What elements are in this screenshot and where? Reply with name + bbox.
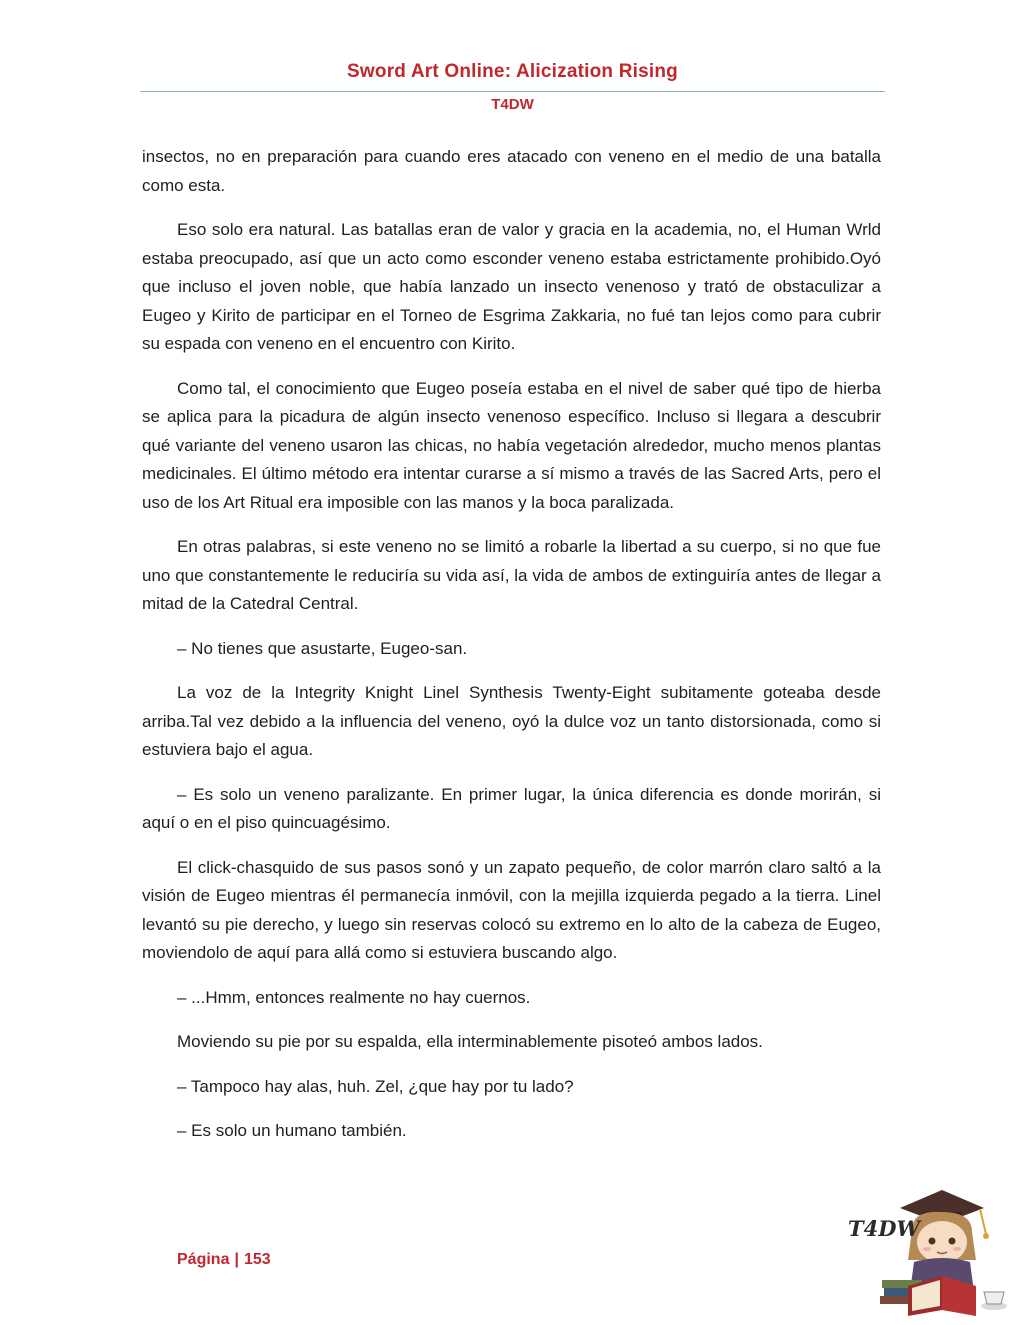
dialogue-line: – Es solo un humano también.	[177, 1121, 407, 1140]
page-label: Página	[177, 1251, 230, 1268]
paragraph: El click-chasquido de sus pasos sonó y un zapato pequeño, de color marrón claro saltó a la visión de Eugeo mientras él permanecía inmóvil, con la mejilla izquierda pegado a la tierra. Linel levantó su pie derecho, y luego sin reservas colocó su extremo en lo alto de la cabeza de Eugeo, moviendolo de aquí para allá como si estuviera buscando algo.	[142, 857, 881, 962]
page-footer	[177, 1248, 271, 1272]
header-divider	[140, 91, 885, 92]
dialogue-line: – Tampoco hay alas, huh. Zel, ¿que hay por tu lado?	[177, 1076, 574, 1096]
page-separator: |	[234, 1251, 239, 1268]
book-title: Sword Art Online: Alicization Rising	[347, 61, 678, 82]
translator-tag: T4DW	[491, 96, 534, 113]
mascot-logo-text: T4DW	[848, 1216, 921, 1241]
paragraph: Eso solo era natural. Las batallas eran de valor y gracia en la academia, no, el Human Wrld estaba preocupado, así que un acto como esconder veneno estaba estrictamente prohibido.Oyó que incluso el joven noble, que había lanzado un insecto venenoso y trató de obstaculizar a Eugeo y Kirito de participar en el Torneo de Esgrima Zakkaria, no fué tan lejos como para cubrir su espada con veneno en el encuentro con Kirito.	[142, 220, 881, 353]
page-body	[142, 143, 881, 1162]
dialogue-line: – Es solo un veneno paralizante. En primer lugar, la única diferencia es donde morirán, si aquí o en el piso quincuagésimo.	[142, 784, 881, 832]
dialogue-line: – No tienes que asustarte, Eugeo-san.	[177, 638, 468, 658]
paragraph: En otras palabras, si este veneno no se limitó a robarle la libertad a su cuerpo, si no que fue uno que constantemente le reduciría su vida así, la vida de ambos de extinguiría antes de llegar a mitad de la Catedral Central.	[142, 537, 881, 613]
paragraph: Moviendo su pie por su espalda, ella interminablemente pisoteó ambos lados.	[177, 1032, 763, 1051]
paragraph: Como tal, el conocimiento que Eugeo poseía estaba en el nivel de saber qué tipo de hierba se aplica para la picadura de algún insecto venenoso específico. Incluso si llegara a descubrir qué variante del veneno usaron las chicas, no había vegetación alrededor, mucho menos plantas medicinales. El último método era intentar curarse a sí mismo a través de las Sacred Arts, pero el uso de los Art Ritual era imposible con las manos y la boca paralizada.	[142, 378, 881, 512]
paragraph: La voz de la Integrity Knight Linel Synthesis Twenty-Eight subitamente goteaba desde arriba.Tal vez debido a la influencia del veneno, oyó la dulce voz un tanto distorsionada, como si estuviera bajo el agua.	[142, 683, 881, 759]
page-header	[140, 58, 885, 116]
paragraph: insectos, no en preparación para cuando eres atacado con veneno en el medio de una batalla como esta.	[142, 147, 881, 195]
dialogue-line: – ...Hmm, entonces realmente no hay cuernos.	[177, 987, 531, 1007]
page-number: 153	[243, 1251, 271, 1268]
scholar-mascot-icon	[842, 1168, 1020, 1318]
